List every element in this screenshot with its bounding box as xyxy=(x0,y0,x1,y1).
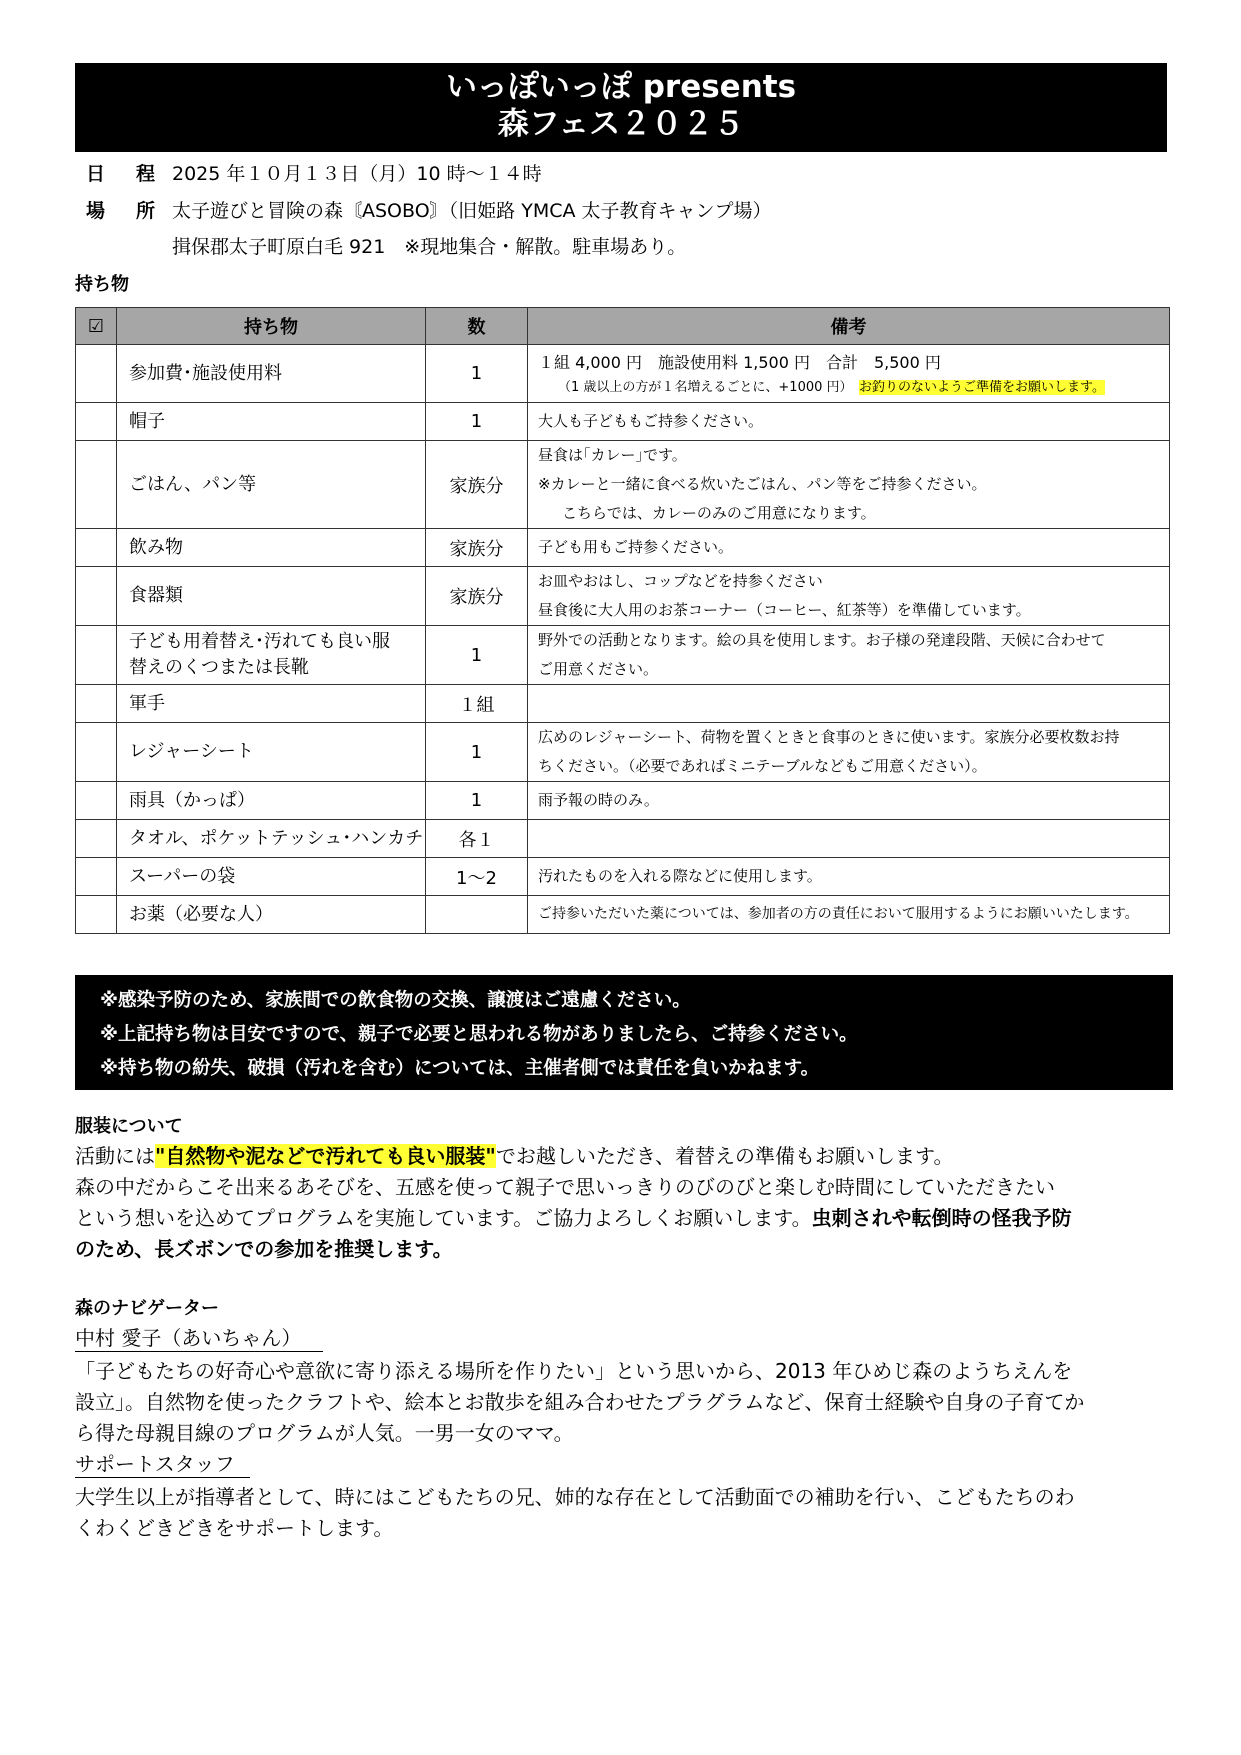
item-name: 雨具（かっぱ） xyxy=(117,782,426,820)
note-line: 野外での活動となります。絵の具を使用します。お子様の発達段階、天候に合わせて xyxy=(538,631,1106,649)
item-note xyxy=(528,626,1170,685)
clothing-highlight: "自然物や泥などで汚れても良い服装" xyxy=(155,1144,496,1168)
clothing-bold: のため、長ズボンでの参加を推奨します。 xyxy=(75,1237,453,1261)
item-name: 軍手 xyxy=(117,685,426,723)
note-line: ※カレーと一緒に食べる炊いたごはん、パン等をご持参ください。 xyxy=(538,475,987,493)
item-name: 参加費･施設使用料 xyxy=(117,345,426,403)
check-cell[interactable] xyxy=(76,685,117,723)
table-header-row xyxy=(76,308,1170,345)
check-cell[interactable] xyxy=(76,529,117,567)
table-row xyxy=(76,626,1170,685)
item-qty xyxy=(426,896,528,934)
check-cell[interactable] xyxy=(76,626,117,685)
item-qty: 家族分 xyxy=(426,567,528,626)
event-title-line1: いっぽいっぽ presents xyxy=(445,69,797,105)
item-name: タオル、ポケットテッシュ･ハンカチ xyxy=(117,820,426,858)
event-title-banner xyxy=(75,63,1167,152)
item-name: お薬（必要な人） xyxy=(117,896,426,934)
table-row xyxy=(76,567,1170,626)
check-cell[interactable] xyxy=(76,723,117,782)
item-qty: 1 xyxy=(426,403,528,441)
place-value: 太子遊びと冒険の森〘ASOBO〙（旧姫路 YMCA 太子教育キャンプ場） xyxy=(172,200,772,222)
schedule-value: 2025 年１０月１３日（月）10 時～１４時 xyxy=(172,163,542,185)
item-note xyxy=(528,820,1170,858)
clothing-line xyxy=(75,1203,1175,1234)
item-note: 雨予報の時のみ。 xyxy=(528,782,1170,820)
support-staff-text xyxy=(75,1482,1175,1544)
item-qty: 1 xyxy=(426,345,528,403)
clothing-line xyxy=(75,1141,1175,1172)
item-name: スーパーの袋 xyxy=(117,858,426,896)
table-row xyxy=(76,896,1170,934)
item-qty: 家族分 xyxy=(426,441,528,529)
table-row xyxy=(76,685,1170,723)
note-line: ちください。（必要であればミニテーブルなどもご用意ください）。 xyxy=(538,757,987,775)
item-qty: 1 xyxy=(426,626,528,685)
item-qty: 家族分 xyxy=(426,529,528,567)
event-title-line2: 森フェス２０２５ xyxy=(497,106,745,142)
item-note: 汚れたものを入れる際などに使用します。 xyxy=(528,858,1170,896)
item-qty: 1 xyxy=(426,723,528,782)
table-row xyxy=(76,782,1170,820)
table-row xyxy=(76,441,1170,529)
note-line: こちらでは、カレーのみのご用意になります。 xyxy=(562,504,876,522)
table-row xyxy=(76,858,1170,896)
item-name: 帽子 xyxy=(117,403,426,441)
checkbox-column-header: ☑ xyxy=(76,308,117,345)
note-line: お皿やおはし、コップなどを持参ください xyxy=(538,572,823,590)
note-line: 広めのレジャーシート、荷物を置くときと食事のときに使います。家族分必要枚数お持 xyxy=(538,728,1120,746)
note-line: 昼食後に大人用のお茶コーナー（コーヒー、紅茶等）を準備しています。 xyxy=(538,601,1031,619)
navigator-name: 中村 愛子（あいちゃん） xyxy=(75,1325,323,1352)
note-line: １組 4,000 円 施設使用料 1,500 円 合計 5,500 円 xyxy=(538,353,941,372)
item-name-line: 子ども用着替え･汚れても良い服 xyxy=(129,631,390,652)
clothing-text: でお越しいただき、着替えの準備もお願いします。 xyxy=(495,1144,954,1168)
item-note xyxy=(528,723,1170,782)
item-note xyxy=(528,345,1170,403)
clothing-line: 森の中だからこそ出来るあそびを、五感を使って親子で思いっきりのびのびと楽しむ時間にしていただきたい xyxy=(75,1175,1055,1199)
bio-line: ら得た母親目線のプログラムが人気。一男一女のママ。 xyxy=(75,1421,574,1445)
check-cell[interactable] xyxy=(76,782,117,820)
clothing-paragraph xyxy=(75,1141,1175,1265)
item-qty: １組 xyxy=(426,685,528,723)
table-row xyxy=(76,345,1170,403)
item-name: 食器類 xyxy=(117,567,426,626)
item-note: 大人も子どももご持参ください。 xyxy=(528,403,1170,441)
table-row xyxy=(76,820,1170,858)
note-text: （1 歳以上の方が１名増えるごとに、+1000 円） xyxy=(558,380,847,395)
check-cell[interactable] xyxy=(76,441,117,529)
belongings-title: 持ち物 xyxy=(75,274,129,295)
bio-line: 設立」。自然物を使ったクラフトや、絵本とお散歩を組み合わせたプラグラムなど、保育士経験や自身の子育てか xyxy=(75,1390,1085,1414)
item-note xyxy=(528,567,1170,626)
item-note xyxy=(528,685,1170,723)
highlighted-note: お釣りのないようご準備をお願いします。 xyxy=(859,380,1105,395)
schedule-line xyxy=(86,162,542,186)
table-row xyxy=(76,723,1170,782)
check-cell[interactable] xyxy=(76,820,117,858)
place-address: 揖保郡太子町原白毛 921 ※現地集合・解散。駐車場あり。 xyxy=(172,236,687,258)
note-column-header: 備考 xyxy=(528,308,1170,345)
place-label: 場 所 xyxy=(86,200,162,222)
bio-line: 「子どもたちの好奇心や意欲に寄り添える場所を作りたい」という思いから、2013 年ひめじ森のようちえんを xyxy=(75,1359,1073,1383)
clothing-text: 活動には xyxy=(75,1144,155,1168)
clothing-line xyxy=(75,1234,1175,1265)
staff-line: くわくどきどきをサポートします。 xyxy=(75,1516,394,1540)
item-note xyxy=(528,441,1170,529)
item-name-line: 替えのくつまたは長靴 xyxy=(129,657,309,678)
note-line: 昼食は｢カレー｣です。 xyxy=(538,446,687,464)
check-cell[interactable] xyxy=(76,858,117,896)
note-line: ご用意ください。 xyxy=(538,660,659,678)
support-staff-title: サポートスタッフ xyxy=(75,1451,250,1478)
item-note: ご持参いただいた薬については、参加者の方の責任において服用するようにお願いいたします。 xyxy=(528,896,1170,934)
staff-line: 大学生以上が指導者として、時にはこどもたちの兄、姉的な存在として活動面での補助を行い、こどもたちのわ xyxy=(75,1485,1075,1509)
schedule-label: 日 程 xyxy=(86,163,162,185)
place-line xyxy=(86,199,772,223)
item-qty: 1～2 xyxy=(426,858,528,896)
item-qty: 1 xyxy=(426,782,528,820)
item-name xyxy=(117,626,426,685)
item-name: レジャーシート xyxy=(117,723,426,782)
notice-box xyxy=(75,975,1173,1090)
item-name: ごはん、パン等 xyxy=(117,441,426,529)
notice-line: ※上記持ち物は目安ですので、親子で必要と思われる物がありましたら、ご持参ください。 xyxy=(100,1024,858,1045)
belongings-table xyxy=(75,307,1170,934)
item-qty: 各１ xyxy=(426,820,528,858)
clothing-title: 服装について xyxy=(75,1116,183,1137)
navigator-title: 森のナビゲーター xyxy=(75,1298,219,1319)
item-name: 飲み物 xyxy=(117,529,426,567)
notice-line: ※感染予防のため、家族間での飲食物の交換、譲渡はご遠慮ください。 xyxy=(100,990,691,1011)
notice-line: ※持ち物の紛失、破損（汚れを含む）については、主催者側では責任を負いかねます。 xyxy=(100,1058,820,1079)
qty-column-header: 数 xyxy=(426,308,528,345)
check-cell[interactable] xyxy=(76,345,117,403)
clothing-text: という想いを込めてプログラムを実施しています。ご協力よろしくお願いします。 xyxy=(75,1206,812,1230)
table-row xyxy=(76,529,1170,567)
clothing-bold: 虫刺されや転倒時の怪我予防 xyxy=(811,1206,1072,1230)
item-note: 子ども用もご持参ください。 xyxy=(528,529,1170,567)
note-line xyxy=(538,377,1169,399)
navigator-bio xyxy=(75,1356,1175,1449)
check-cell[interactable] xyxy=(76,403,117,441)
check-cell[interactable] xyxy=(76,567,117,626)
table-row xyxy=(76,403,1170,441)
check-cell[interactable] xyxy=(76,896,117,934)
item-column-header: 持ち物 xyxy=(117,308,426,345)
